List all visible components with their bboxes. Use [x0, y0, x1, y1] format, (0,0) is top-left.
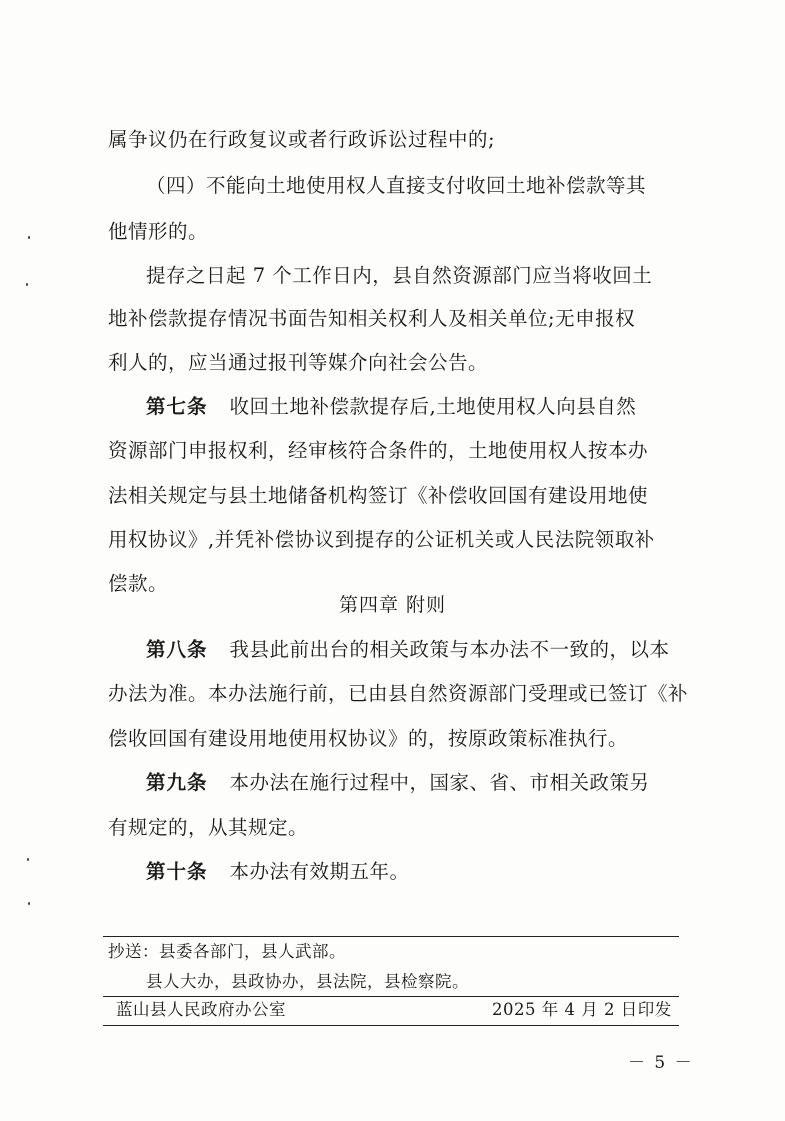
- article-7-first-line: [146, 393, 688, 421]
- chapter-title: 第四章 附则: [338, 594, 447, 616]
- body-line: 利人的，应当通过报刊等媒介向社会公告。: [108, 351, 489, 374]
- article-9-text: 本办法在施行过程中，国家、省、市相关政策另: [229, 771, 650, 794]
- article-8-text: 我县此前出台的相关政策与本办法不一致的，以本: [229, 638, 670, 661]
- scan-speck: [27, 858, 29, 861]
- body-line: 属争议仍在行政复议或者行政诉讼过程中的;: [108, 128, 496, 151]
- cc-line: 县人大办，县政协办，县法院，县检察院。: [146, 972, 469, 991]
- article-8-label: 第八条: [146, 638, 208, 661]
- cc-line: 抄送：县委各部门，县人武部。: [108, 942, 346, 961]
- article-7-line: 资源部门申报权利，经审核符合条件的，土地使用权人按本办: [108, 439, 649, 462]
- print-date: 2025 年 4 月 2 日印发: [492, 1000, 672, 1019]
- article-9-label: 第九条: [146, 771, 208, 794]
- scan-speck: [26, 283, 28, 286]
- article-7-text: 收回土地补偿款提存后,土地使用权人向县自然: [229, 395, 637, 418]
- article-10-line: [146, 858, 688, 886]
- article-7-label: 第七条: [146, 395, 208, 418]
- scan-speck: [28, 236, 30, 239]
- article-7-line: 法相关规定与县土地储备机构签订《补偿收回国有建设用地使: [108, 484, 649, 507]
- body-line: 提存之日起 7 个工作日内，县自然资源部门应当将收回土: [146, 264, 653, 287]
- scan-speck: [28, 902, 30, 905]
- footer-top-rule: [103, 936, 679, 937]
- article-7-line: 用权协议》,并凭补偿协议到提存的公证机关或人民法院领取补: [108, 528, 655, 551]
- page-number: － 5 －: [628, 1053, 694, 1073]
- article-8-line: 偿收回国有建设用地使用权协议》的，按原政策标准执行。: [108, 727, 629, 750]
- article-9-first-line: [146, 769, 688, 797]
- body-line: 他情形的。: [108, 220, 209, 243]
- article-10-text: 本办法有效期五年。: [229, 860, 410, 883]
- footer-middle-rule: [103, 996, 679, 997]
- article-9-line: 有规定的，从其规定。: [108, 816, 309, 839]
- body-line: 地补偿款提存情况书面告知相关权利人及相关单位;无申报权: [108, 307, 636, 330]
- issuer: 蓝山县人民政府办公室: [116, 1000, 286, 1019]
- body-line: （四）不能向土地使用权人直接支付收回土地补偿款等其: [146, 174, 647, 197]
- article-10-label: 第十条: [146, 860, 208, 883]
- footer-bottom-rule: [103, 1025, 679, 1026]
- article-8-line: 办法为准。本办法施行前，已由县自然资源部门受理或已签订《补: [108, 682, 689, 705]
- article-7-line: 偿款。: [108, 572, 169, 595]
- article-8-first-line: [146, 636, 688, 664]
